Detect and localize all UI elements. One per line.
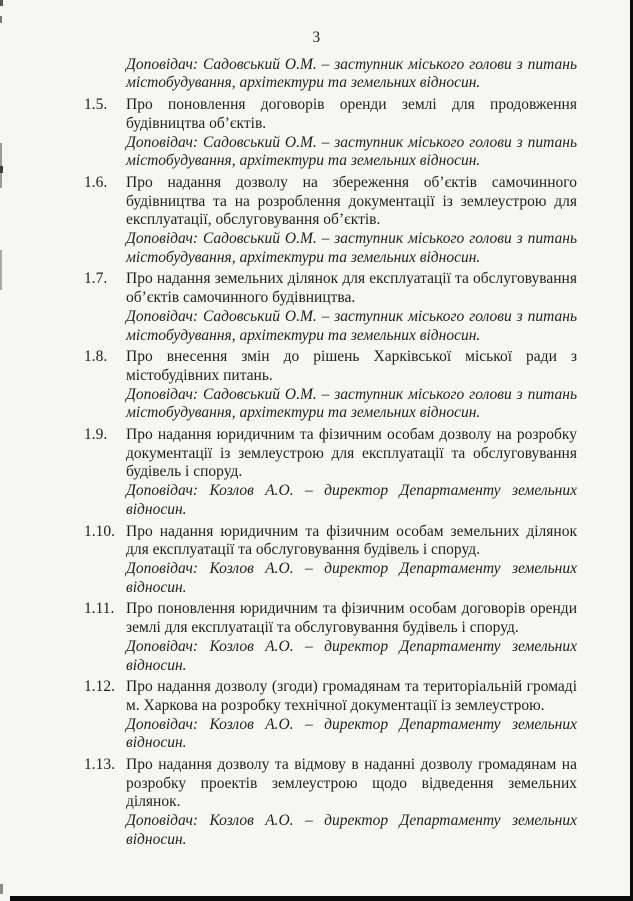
agenda-item-number: 1.13. xyxy=(84,756,115,774)
agenda-item-speaker: Доповідач: Козлов А.О. – директор Департаменту земельних відносин. xyxy=(126,637,577,674)
agenda-item-1-7 xyxy=(0,270,633,345)
agenda-item-speaker: Доповідач: Козлов А.О. – директор Департаменту земельних відносин. xyxy=(126,715,577,752)
agenda-item-text: Про надання дозволу та відмову в наданні дозволу громадянам на розробку проектів землеустрою щодо відведення земельних ділянок. xyxy=(126,756,577,811)
scan-artifact xyxy=(0,250,2,290)
agenda-item-number: 1.9. xyxy=(84,426,108,444)
agenda-item-text: Про внесення змін до рішень Харківської міської ради з містобудівних питань. xyxy=(126,348,577,384)
agenda-item-body xyxy=(126,756,577,850)
agenda-item-body xyxy=(126,174,577,268)
agenda-item-1-8 xyxy=(0,348,633,423)
agenda-item-body xyxy=(126,678,577,753)
agenda-list xyxy=(0,96,633,849)
agenda-item-number: 1.6. xyxy=(84,173,108,191)
agenda-item-number: 1.10. xyxy=(84,522,115,540)
agenda-item-body xyxy=(126,600,577,675)
agenda-item-speaker: Доповідач: Садовський О.М. – заступник міського голови з питань містобудування, архітектури та земельних відносин. xyxy=(126,133,577,170)
agenda-item-1-11 xyxy=(0,600,633,675)
scan-artifact xyxy=(0,0,3,6)
agenda-item-text: Про поновлення юридичним та фізичним особам договорів оренди землі для експлуатації та обслуговування будівель і споруд. xyxy=(126,600,577,637)
agenda-item-speaker: Доповідач: Козлов А.О. – директор Департаменту земельних відносин. xyxy=(126,482,577,518)
agenda-item-text: Про поновлення договорів оренди землі для продовження будівництва об’єктів. xyxy=(126,96,577,132)
agenda-item-speaker: Доповідач: Козлов А.О. – директор Департаменту земельних відносин. xyxy=(126,812,577,848)
scan-artifact xyxy=(0,884,3,894)
agenda-item-text: Про надання дозволу (згоди) громадянам та територіальній громаді м. Харкова на розробку технічної документації із землеустрою. xyxy=(126,678,577,714)
agenda-item-1-13 xyxy=(0,756,633,850)
agenda-item-speaker: Доповідач: Козлов А.О. – директор Департаменту земельних відносин. xyxy=(126,559,577,596)
agenda-item-text: Про надання юридичним та фізичним особам дозволу на розробку документації із землеустрою для експлуатації та обслуговування будівель і споруд. xyxy=(126,426,577,481)
agenda-item-body xyxy=(126,96,577,171)
agenda-item-speaker: Доповідач: Садовський О.М. – заступник міського голови з питань містобудування, архітектури та земельних відносин. xyxy=(126,230,577,266)
agenda-item-number: 1.11. xyxy=(84,600,115,618)
agenda-item-body xyxy=(126,348,577,423)
page-number: 3 xyxy=(312,29,321,46)
agenda-item-text: Про надання дозволу на збереження об’єктів самочинного будівництва та на розроблення документації із землеустрою для експлуатації, обслуговування об’єктів. xyxy=(126,173,577,229)
agenda-item-1-10 xyxy=(0,523,633,598)
agenda-item-number: 1.7. xyxy=(84,270,108,288)
agenda-item-number: 1.8. xyxy=(84,348,108,366)
agenda-item-text: Про надання юридичним та фізичним особам земельних ділянок для експлуатації та обслуговування будівель і споруд. xyxy=(126,522,577,559)
scan-artifact xyxy=(0,166,3,173)
agenda-item-1-9 xyxy=(0,426,633,520)
agenda-item-body xyxy=(126,270,577,345)
agenda-item-speaker: Доповідач: Садовський О.М. – заступник міського голови з питань містобудування, архітектури та земельних відносин. xyxy=(126,307,577,344)
scan-border-bottom xyxy=(10,896,633,901)
agenda-item-speaker: Доповідач: Садовський О.М. – заступник міського голови з питань містобудування, архітектури та земельних відносин. xyxy=(126,385,577,422)
continuation-speaker: Доповідач: Садовський О.М. – заступник міського голови з питань містобудування, архітектури та земельних відносин. xyxy=(126,55,577,92)
scan-artifact xyxy=(0,16,2,23)
agenda-item-body xyxy=(126,426,577,520)
agenda-item-1-6 xyxy=(0,174,633,268)
agenda-item-text: Про надання земельних ділянок для експлуатації та обслуговування об’єктів самочинного будівництва. xyxy=(126,270,577,307)
agenda-item-number: 1.12. xyxy=(84,678,115,696)
agenda-item-body xyxy=(126,523,577,598)
agenda-item-1-12 xyxy=(0,678,633,753)
agenda-item-number: 1.5. xyxy=(84,96,108,114)
agenda-item-1-5 xyxy=(0,96,633,171)
